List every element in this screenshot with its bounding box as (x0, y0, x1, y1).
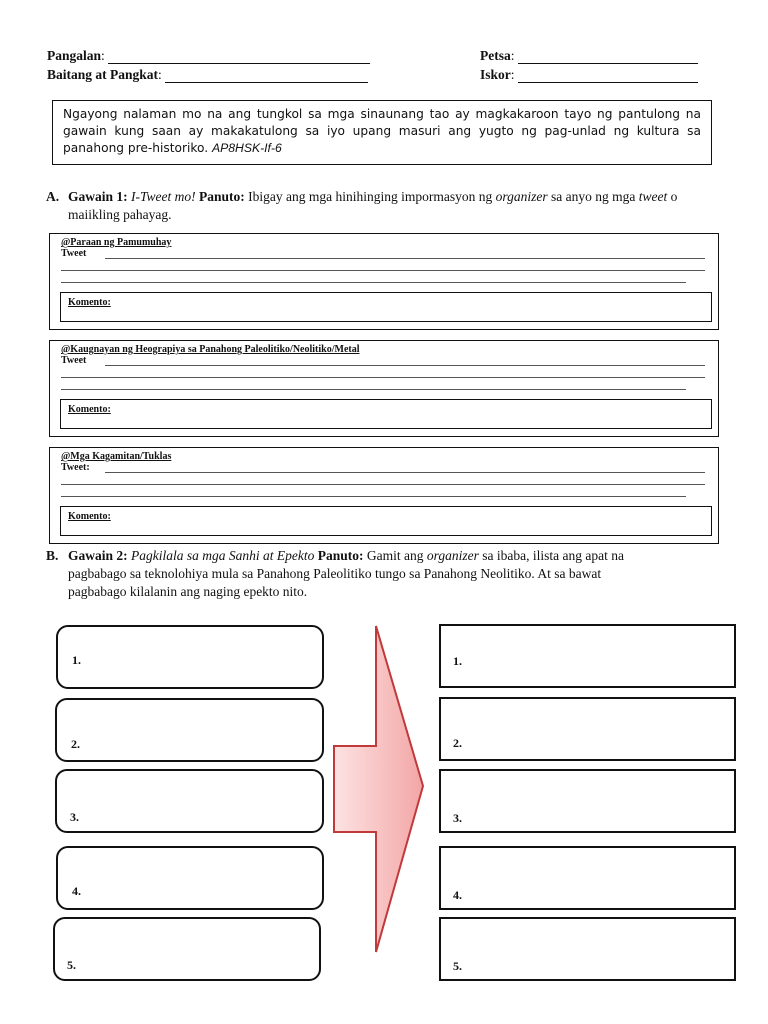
date-label: Petsa (480, 48, 511, 63)
section-a-text-3: o maiikling pahayag. (68, 189, 678, 222)
cause-number: 1. (72, 653, 81, 667)
section-b-activity: Pagkilala sa mga Sanhi at Epekto (131, 548, 315, 563)
tweet-handle: @Kaugnayan ng Heograpiya sa Panahong Paleolitiko/Neolitiko/Metal (61, 344, 360, 355)
effect-number: 5. (453, 959, 462, 973)
comment-label: Komento: (68, 511, 111, 522)
effect-box-4[interactable] (439, 846, 736, 910)
organizer-word: organizer (426, 548, 479, 563)
section-b-text: Gamit ang (366, 548, 424, 563)
cause-number: 4. (72, 884, 81, 898)
cause-number: 2. (71, 737, 80, 751)
tweet-box-kagamitan (49, 447, 719, 544)
section-a-activity: I-Tweet mo! (131, 189, 196, 204)
effect-box-2[interactable] (439, 697, 736, 761)
score-field[interactable]: Iskor: (480, 67, 698, 83)
section-b-line-3: pagbabago kilalanin ang naging epekto nito. (68, 584, 308, 599)
comment-label: Komento: (68, 404, 111, 415)
intro-text: Ngayong nalaman mo na ang tungkol sa mga sinaunang tao ay magkakaroon tayo ng pantulong na gawain kung saan ay makakatulong sa iyo upang masuri ang yugto ng pag-unlad ng kultura sa panahong pre-historiko. (63, 107, 701, 155)
tweet-box-heograpiya (49, 340, 719, 437)
score-label: Iskor (480, 67, 511, 82)
organizer-word: organizer (495, 189, 548, 204)
score-line[interactable] (518, 68, 698, 83)
grade-label: Baitang at Pangkat (47, 67, 159, 82)
section-b-letter: B. (46, 548, 59, 563)
effect-number: 4. (453, 888, 462, 902)
intro-box (52, 100, 712, 165)
effect-number: 2. (453, 736, 462, 750)
tweet-handle: @Paraan ng Pamumuhay (61, 237, 172, 248)
section-a-text-2: sa anyo ng mga (551, 189, 636, 204)
section-a-text: Ibigay ang mga hinihinging impormasyon ng (248, 189, 493, 204)
tweet-handle: @Mga Kagamitan/Tuklas (61, 451, 172, 462)
section-b-text-2: sa ibaba, ilista ang apat na (482, 548, 624, 563)
tweet-label: Tweet: (61, 462, 90, 473)
section-a-letter: A. (46, 189, 60, 204)
cause-box-4[interactable] (56, 846, 324, 910)
competency-code: AP8HSK-If-6 (212, 141, 282, 155)
cause-box-3[interactable] (55, 769, 324, 833)
name-line[interactable] (108, 49, 370, 64)
name-field[interactable]: Pangalan: (47, 48, 370, 64)
cause-effect-arrow-icon (330, 620, 430, 960)
tweet-label: Tweet (61, 248, 87, 259)
section-a-panuto: Panuto: (199, 189, 245, 204)
section-b-title: Gawain 2: (68, 548, 128, 563)
date-field[interactable]: Petsa: (480, 48, 698, 64)
date-line[interactable] (518, 49, 698, 64)
comment-field[interactable] (60, 399, 712, 429)
comment-field[interactable] (60, 506, 712, 536)
comment-field[interactable] (60, 292, 712, 322)
name-label: Pangalan (47, 48, 102, 63)
tweet-word: tweet (638, 189, 668, 204)
section-b-panuto: Panuto: (317, 548, 364, 563)
effect-number: 1. (453, 654, 462, 668)
cause-number: 3. (70, 810, 79, 824)
grade-field[interactable]: Baitang at Pangkat: (47, 67, 368, 83)
cause-number: 5. (67, 958, 76, 972)
tweet-label: Tweet (61, 355, 87, 366)
grade-line[interactable] (165, 68, 368, 83)
cause-box-5[interactable] (53, 917, 321, 981)
comment-label: Komento: (68, 297, 111, 308)
effect-number: 3. (453, 811, 462, 825)
tweet-box-paraan (49, 233, 719, 330)
cause-box-2[interactable] (55, 698, 324, 762)
effect-box-5[interactable] (439, 917, 736, 981)
section-b-line-2: pagbabago sa teknolohiya mula sa Panahong Paleolitiko tungo sa Panahong Neolitiko. At sa bawat (68, 566, 602, 581)
cause-box-1[interactable] (56, 625, 324, 689)
effect-box-1[interactable] (439, 624, 736, 688)
effect-box-3[interactable] (439, 769, 736, 833)
section-a-title: Gawain 1: (68, 189, 128, 204)
